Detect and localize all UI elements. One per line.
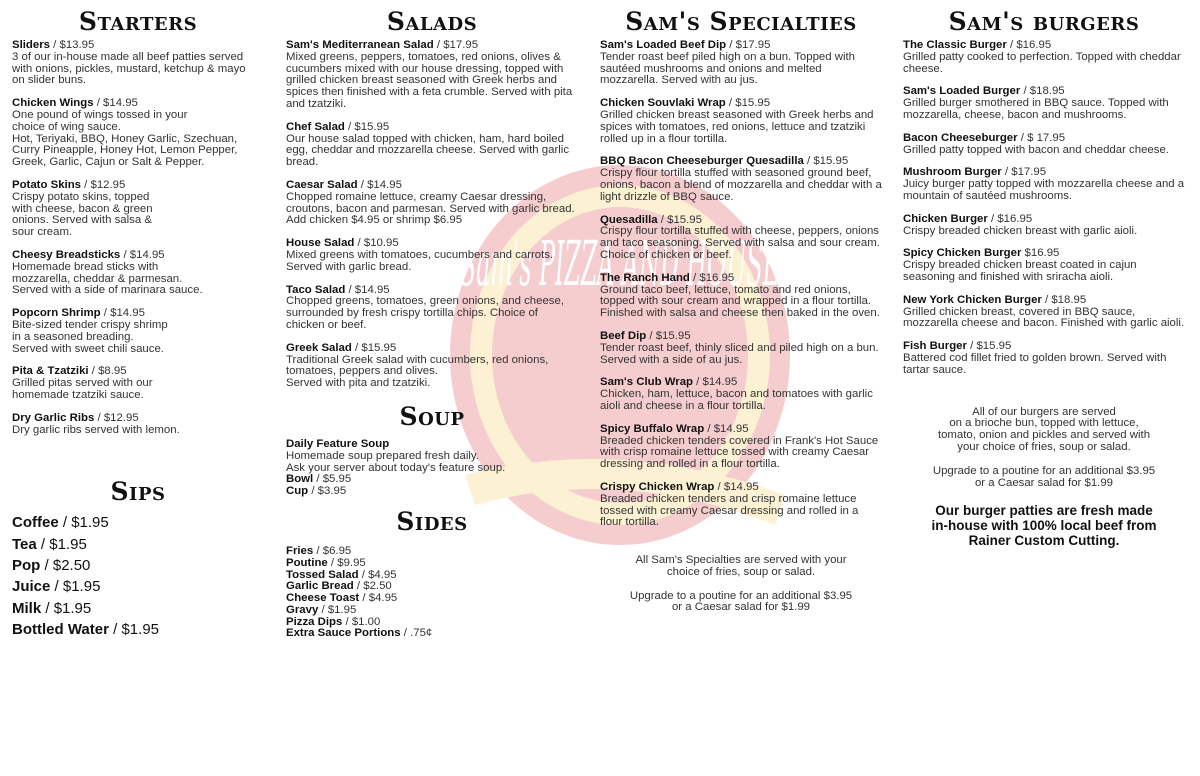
menu-item-name: Chicken Souvlaki Wrap bbox=[600, 97, 726, 110]
menu-item-name: Taco Salad bbox=[286, 283, 346, 296]
starters-list bbox=[12, 40, 264, 436]
menu-item bbox=[600, 40, 882, 87]
menu-item-name: Cheesy Breadsticks bbox=[12, 248, 121, 261]
menu-item-separator: / bbox=[120, 248, 130, 261]
menu-item bbox=[600, 156, 882, 203]
menu-item bbox=[286, 180, 578, 227]
menu-item-desc: Tender roast beef, thinly sliced and piled high on a bun. Served with a side of au jus. bbox=[600, 341, 879, 366]
menu-item bbox=[12, 598, 264, 619]
menu-item-separator: / bbox=[726, 39, 736, 51]
menu-item bbox=[12, 98, 264, 169]
sips-list bbox=[12, 512, 264, 640]
menu-item-name: Caesar Salad bbox=[286, 178, 358, 191]
menu-item-separator: / bbox=[1041, 293, 1052, 306]
menu-item-price: $17.95 bbox=[1011, 166, 1047, 179]
salads-list bbox=[286, 40, 578, 390]
menu-item bbox=[903, 40, 1185, 75]
specialties-note-2: Upgrade to a poutine for an additional $3.95 or a Caesar salad for $1.99 bbox=[629, 589, 853, 614]
menu-item-separator: / bbox=[36, 535, 50, 553]
menu-item-price: $14.95 bbox=[129, 248, 165, 261]
sides-heading: Sides bbox=[396, 506, 468, 536]
menu-item-name: Tossed Salad bbox=[286, 568, 359, 581]
sides-list bbox=[286, 546, 578, 640]
menu-item bbox=[600, 377, 882, 412]
menu-item-header bbox=[903, 214, 1185, 226]
menu-item-name: Chef Salad bbox=[286, 120, 345, 133]
menu-item-separator: / bbox=[357, 178, 368, 191]
menu-item-header bbox=[12, 180, 264, 192]
menu-item-name: Fries bbox=[286, 544, 314, 557]
menu-item-name: Poutine bbox=[286, 556, 328, 569]
menu-item-name: BBQ Bacon Cheeseburger Quesadilla bbox=[600, 155, 804, 168]
burgers-note-3: Our burger patties are fresh made in-house with 100% local beef from Rainer Custom Cutting. bbox=[931, 503, 1157, 549]
menu-item-price: $15.95 bbox=[976, 340, 1012, 353]
menu-item-separator: / bbox=[1001, 166, 1012, 179]
menu-item-desc: Mixed greens with tomatoes, cucumbers and carrots. Served with garlic bread. bbox=[286, 248, 554, 273]
menu-item bbox=[903, 248, 1185, 283]
menu-item-desc: Ground taco beef, lettuce, tomato and red onions, topped with sour cream and wrapped in a flour tortilla. Finished with salsa and cheese then baked in the oven. bbox=[600, 283, 880, 320]
menu-item-header bbox=[600, 331, 882, 343]
menu-item-desc: Crispy breaded chicken breast coated in cajun seasoning and finished with sriracha aioli. bbox=[903, 259, 1137, 283]
menu-item-desc: Crispy flour tortilla stuffed with seasoned ground beef, onions, bacon a blend of mozzarella and cheddar with a light drizzle of BBQ sauce. bbox=[600, 167, 882, 203]
menu-item-separator: / bbox=[327, 556, 338, 569]
menu-item bbox=[903, 133, 1185, 157]
menu-item-desc: Dry garlic ribs served with lemon. bbox=[12, 423, 180, 436]
menu-item-price: $17.95 bbox=[735, 39, 771, 51]
menu-item-desc: 3 of our in-house made all beef patties served with onions, pickles, mustard, ketchup & mayo on slider buns. bbox=[12, 50, 246, 87]
menu-item-separator: / bbox=[353, 580, 364, 593]
menu-item-name: Sam's Loaded Burger bbox=[903, 85, 1021, 98]
soup-section bbox=[286, 439, 578, 498]
menu-item bbox=[286, 343, 578, 390]
menu-item-name: Garlic Bread bbox=[286, 580, 354, 593]
menu-item-price: $14.95 bbox=[354, 283, 390, 296]
menu-item-price: $14.95 bbox=[367, 178, 402, 191]
menu-item-separator: / bbox=[1020, 85, 1030, 98]
menu-item-name: Mushroom Burger bbox=[903, 166, 1002, 179]
menu-item-desc: Grilled chicken breast, covered in BBQ sauce, mozzarella cheese and bacon. Finished with garlic aioli. bbox=[903, 305, 1185, 330]
menu-item-desc: Homemade bread sticks with mozzarella, cheddar & parmesan. Served with a side of marinara sauce. bbox=[12, 260, 203, 297]
menu-item bbox=[903, 341, 1185, 376]
menu-item-separator: / bbox=[58, 514, 72, 532]
menu-item-name: Chicken Wings bbox=[12, 97, 94, 110]
menu-item-price: $14.95 bbox=[723, 480, 759, 493]
menu-item-desc: One pound of wings tossed in your choice of wing sauce. Hot, Teriyaki, BBQ, Honey Garlic, Szechuan, Curry Pineapple, Honey Hot, Lemon Pepper, Greek, Garlic, Cajun or Salt & Pepper. bbox=[12, 108, 238, 169]
menu-item-price: $4.95 bbox=[368, 568, 397, 581]
menu-item bbox=[286, 122, 578, 169]
menu-item-name: Sam's Club Wrap bbox=[600, 376, 694, 389]
menu-item-price: $2.50 bbox=[52, 556, 91, 574]
menu-item-price: $16.95 bbox=[1016, 39, 1052, 51]
menu-item-price: $1.95 bbox=[121, 620, 160, 638]
menu-item-separator: / bbox=[400, 627, 411, 640]
menu-item-price: $17.95 bbox=[443, 39, 479, 51]
menu-item-desc: Grilled patty topped with bacon and cheddar cheese. bbox=[903, 143, 1169, 156]
menu-item bbox=[600, 215, 882, 262]
menu-item-price: $16.95 bbox=[1024, 247, 1060, 260]
menu-item-desc: Bite-sized tender crispy shrimp in a seasoned breading. Served with sweet chili sauce. bbox=[12, 318, 168, 355]
menu-item bbox=[12, 40, 264, 87]
menu-item bbox=[12, 250, 264, 297]
menu-item-name: Popcorn Shrimp bbox=[12, 307, 101, 320]
menu-item-separator: / bbox=[657, 213, 668, 226]
menu-item-desc: Grilled chicken breast seasoned with Greek herbs and spices with tomatoes, red onions, lettuce and tzatziki rolled up in a flour tortilla. bbox=[600, 108, 874, 145]
soup-heading: Soup bbox=[399, 401, 465, 431]
menu-item-price: $16.95 bbox=[699, 271, 735, 284]
menu-item bbox=[12, 308, 264, 355]
menu-item-separator: / bbox=[704, 422, 714, 435]
menu-item-price: $14.95 bbox=[103, 97, 138, 110]
menu-item-separator: / bbox=[433, 39, 444, 51]
menu-item bbox=[12, 366, 264, 401]
menu-item-desc: Battered cod fillet fried to golden brown. Served with tartar sauce. bbox=[903, 351, 1167, 376]
menu-item-name: Bacon Cheeseburger bbox=[903, 131, 1018, 144]
menu-item-separator: / bbox=[646, 329, 656, 342]
menu-item-separator: / bbox=[342, 615, 352, 628]
menu-item-price: $1.95 bbox=[49, 535, 87, 553]
menu-item bbox=[12, 576, 264, 597]
menu-item-separator: / bbox=[345, 283, 355, 296]
menu-item-desc: Crispy breaded chicken breast with garlic aioli. bbox=[903, 224, 1138, 237]
menu-item bbox=[600, 273, 882, 320]
menu-item bbox=[600, 98, 882, 145]
menu-item-desc: Traditional Greek salad with cucumbers, red onions, tomatoes, peppers and olives. Served with pita and tzatziki. bbox=[286, 353, 549, 390]
menu-item-separator: / bbox=[93, 97, 104, 110]
menu-item-price: $1.00 bbox=[351, 615, 381, 628]
menu-item-desc: Breaded chicken tenders and crisp romaine lettuce tossed with creamy Caesar dressing and rolled in a flour tortilla. bbox=[600, 492, 859, 529]
menu-item-name: Spicy Chicken Burger bbox=[903, 247, 1022, 260]
burgers-list bbox=[903, 40, 1185, 377]
menu-item-desc: Crispy flour tortilla stuffed with cheese, peppers, onions and taco seasoning. Served with salsa and sour cream. Choice of chicken or beef. bbox=[600, 225, 880, 261]
menu-item bbox=[903, 86, 1185, 121]
menu-item-separator: / bbox=[725, 97, 736, 110]
menu-item-header bbox=[600, 482, 882, 494]
menu-item-name: Tea bbox=[12, 535, 37, 553]
menu-item bbox=[12, 180, 264, 239]
menu-item-name: Bowl bbox=[286, 473, 314, 486]
menu-item-separator: / bbox=[88, 365, 99, 378]
column-3 bbox=[600, 8, 882, 614]
menu-item-separator: / bbox=[41, 599, 54, 617]
specialties-list bbox=[600, 40, 882, 529]
soup-ask: Ask your server about today's feature soup. bbox=[286, 461, 506, 474]
menu-item-price: $10.95 bbox=[363, 237, 399, 250]
menu-item-desc: Grilled pitas served with our homemade tzatziki sauce. bbox=[12, 377, 153, 401]
menu-item-separator: / bbox=[94, 411, 104, 424]
menu-item bbox=[12, 534, 264, 555]
menu-item-separator: / bbox=[966, 340, 977, 353]
soup-feature-name: Daily Feature Soup bbox=[286, 437, 390, 450]
menu-item-name: New York Chicken Burger bbox=[903, 293, 1042, 306]
menu-item-separator: / bbox=[313, 544, 323, 557]
specialties-note-1: All Sam's Specialties are served with your choice of fries, soup or salad. bbox=[635, 554, 847, 578]
menu-item-separator: / bbox=[40, 556, 53, 574]
menu-item-name: Chicken Burger bbox=[903, 212, 988, 225]
menu-item-name: Pita & Tzatziki bbox=[12, 365, 89, 378]
menu-item-price: $4.95 bbox=[368, 592, 398, 605]
menu-item-separator: / bbox=[354, 237, 364, 250]
menu-item-name: Spicy Buffalo Wrap bbox=[600, 422, 705, 435]
menu-item bbox=[12, 512, 264, 533]
column-1 bbox=[12, 8, 264, 640]
menu-item-separator: / bbox=[1006, 39, 1017, 51]
menu-item-name: Gravy bbox=[286, 603, 319, 616]
menu-item-name: The Classic Burger bbox=[903, 39, 1007, 51]
menu-item-price: $1.95 bbox=[71, 514, 109, 532]
menu-item-price: $15.95 bbox=[655, 329, 691, 342]
menu-item bbox=[286, 285, 578, 332]
menu-item-desc: Tender roast beef piled high on a bun. Topped with sautéed mushrooms and onions and melted mozzarella. Served with au jus. bbox=[600, 50, 855, 87]
menu-item-desc: Crispy potato skins, topped with cheese, bacon & green onions. Served with salsa & sour cream. bbox=[12, 190, 153, 239]
menu-item-price: $12.95 bbox=[90, 178, 126, 191]
menu-item-desc: Juicy burger patty topped with mozzarella cheese and a mountain of sautéed mushrooms. bbox=[903, 178, 1185, 202]
menu-item-price: $9.95 bbox=[337, 556, 366, 569]
menu-item-header bbox=[286, 122, 578, 134]
menu-item-name: Fish Burger bbox=[903, 340, 967, 353]
menu-item-desc: Grilled patty cooked to perfection. Topped with cheddar cheese. bbox=[903, 50, 1181, 75]
menu-item-price: $15.95 bbox=[361, 341, 397, 354]
burgers-note-1: All of our burgers are served on a brioche bun, topped with lettuce, tomato, onion and pickles and served with your choice of fries, soup or salad. bbox=[937, 405, 1151, 453]
menu-item-price: $18.95 bbox=[1051, 293, 1087, 306]
menu-item-price: $15.95 bbox=[813, 155, 849, 168]
menu-item-separator: / bbox=[693, 376, 703, 389]
burgers-note-2: Upgrade to a poutine for an additional $3.95 or a Caesar salad for $1.99 bbox=[932, 464, 1156, 489]
menu-item-name: Cheese Toast bbox=[286, 592, 360, 605]
menu-item-separator: / bbox=[359, 592, 369, 605]
menu-item-price: $6.95 bbox=[322, 544, 352, 557]
menu-item-separator: / bbox=[714, 480, 724, 493]
menu-item-name: The Ranch Hand bbox=[600, 271, 690, 284]
menu-item-name: Juice bbox=[12, 578, 51, 596]
menu-item-desc: Chopped greens, tomatoes, green onions, and cheese, surrounded by fresh crispy tortilla chips. Choice of chicken or beef. bbox=[286, 295, 564, 331]
menu-item-separator: / bbox=[308, 485, 318, 498]
menu-item bbox=[903, 214, 1185, 238]
starters-heading: Starters bbox=[78, 7, 198, 36]
menu-item bbox=[286, 238, 578, 273]
menu-item-separator: / bbox=[803, 155, 814, 168]
menu-item bbox=[286, 40, 578, 111]
menu-item-price: $8.95 bbox=[98, 365, 127, 378]
menu-item bbox=[903, 167, 1185, 202]
menu-item-desc: Mixed greens, peppers, tomatoes, red onions, olives & cucumbers mixed with our house dressing, topped with grilled chicken breast seasoned with Greek herbs and spices then finished with a feta crumble. Served with pita and tzatziki. bbox=[286, 50, 573, 110]
menu-item bbox=[12, 619, 264, 640]
menu-item-name: Coffee bbox=[12, 514, 59, 532]
menu-item-price: $2.50 bbox=[363, 580, 392, 593]
menu-item-price: $ 17.95 bbox=[1027, 131, 1066, 144]
menu-item bbox=[12, 555, 264, 576]
menu-item-name: Bottled Water bbox=[12, 620, 109, 638]
menu-item-name: Pop bbox=[12, 556, 41, 574]
menu-item-separator: / bbox=[81, 178, 91, 191]
menu-item-name: Sam's Mediterranean Salad bbox=[286, 39, 434, 51]
soup-desc: Homemade soup prepared fresh daily. bbox=[286, 449, 479, 462]
menu-item-header bbox=[286, 180, 578, 192]
menu-item-name: Milk bbox=[12, 599, 42, 617]
menu-item bbox=[12, 413, 264, 437]
menu-item-separator: / bbox=[50, 578, 63, 596]
menu-item-separator: / bbox=[344, 120, 355, 133]
menu-item-price: .75¢ bbox=[410, 627, 433, 640]
menu-item-price: $1.95 bbox=[62, 578, 101, 596]
menu-item-separator: / bbox=[358, 568, 369, 581]
menu-item-price: $1.95 bbox=[53, 599, 92, 617]
sips-heading: Sips bbox=[110, 477, 166, 507]
column-4 bbox=[903, 8, 1185, 548]
menu-item-separator: / bbox=[100, 307, 111, 320]
menu-item-name: House Salad bbox=[286, 237, 355, 250]
menu-item-separator: / bbox=[318, 603, 328, 616]
salads-heading: Salads bbox=[386, 7, 478, 36]
menu-item-separator: / bbox=[313, 473, 323, 486]
menu-item-separator: / bbox=[351, 341, 362, 354]
menu-item-header bbox=[12, 413, 264, 425]
menu-item-name: Cup bbox=[286, 485, 309, 498]
menu-item-price: $15.95 bbox=[354, 120, 390, 133]
column-2 bbox=[286, 8, 578, 640]
menu-item-price: $14.95 bbox=[110, 307, 145, 320]
menu-item-price: $18.95 bbox=[1029, 85, 1065, 98]
menu-item-name: Sam's Loaded Beef Dip bbox=[600, 39, 727, 51]
menu-item-header bbox=[903, 133, 1185, 145]
menu-item-desc: Chopped romaine lettuce, creamy Caesar dressing, croutons, bacon and parmesan. Served with garlic bread. Add chicken $4.95 or shrimp $6.95 bbox=[286, 190, 575, 227]
menu-item-separator: / bbox=[987, 212, 998, 225]
menu-item-header bbox=[600, 424, 882, 436]
menu-item-name: Dry Garlic Ribs bbox=[12, 411, 95, 424]
menu-item-name: Extra Sauce Portions bbox=[286, 627, 401, 640]
menu-item-name: Potato Skins bbox=[12, 178, 81, 191]
menu-item bbox=[903, 295, 1185, 330]
menu-item-header bbox=[903, 295, 1185, 307]
menu-item-separator: / bbox=[50, 39, 60, 51]
menu-item-name: Greek Salad bbox=[286, 341, 352, 354]
menu-item-header bbox=[600, 273, 882, 285]
menu-item-price: $15.95 bbox=[667, 213, 702, 226]
menu-item-desc: Grilled burger smothered in BBQ sauce. Topped with mozzarella, cheese, bacon and mushrooms. bbox=[903, 97, 1169, 121]
soup-sizes bbox=[286, 474, 578, 498]
menu-item-price: $13.95 bbox=[59, 39, 95, 51]
menu-item-name: Beef Dip bbox=[600, 329, 647, 342]
menu-item-separator: / bbox=[1017, 131, 1028, 144]
menu-item-desc: Chicken, ham, lettuce, bacon and tomatoes with garlic aioli and cheese in a flour tortilla. bbox=[600, 388, 873, 412]
menu-item-price: $3.95 bbox=[317, 485, 347, 498]
menu-item-separator: / bbox=[108, 620, 122, 638]
menu-item bbox=[600, 331, 882, 366]
menu-item-name: Sliders bbox=[12, 39, 50, 51]
menu-item-name: Crispy Chicken Wrap bbox=[600, 480, 715, 493]
menu-item-desc: Breaded chicken tenders covered in Frank's Hot Sauce with crisp romaine lettuce tossed with creamy Caesar dressing and rolled in a flour tortilla. bbox=[600, 434, 879, 471]
menu-item-header bbox=[286, 343, 578, 355]
menu-item-price: $14.95 bbox=[702, 376, 738, 389]
menu-item-name: Pizza Dips bbox=[286, 615, 343, 628]
menu-item bbox=[286, 628, 578, 640]
burgers-heading: Sam's burgers bbox=[948, 7, 1140, 36]
menu-item-header bbox=[12, 250, 264, 262]
menu-item-desc: Our house salad topped with chicken, ham, hard boiled egg, cheddar and mozzarella cheese. Served with garlic bread. bbox=[286, 132, 570, 169]
menu-item bbox=[600, 482, 882, 529]
menu-item-price: $5.95 bbox=[322, 473, 352, 486]
specialties-heading: Sam's Specialties bbox=[625, 7, 857, 36]
menu-item-price: $15.95 bbox=[735, 97, 771, 110]
menu-item-price: $16.95 bbox=[997, 212, 1033, 225]
menu-item-name: Quesadilla bbox=[600, 213, 658, 226]
menu-item-separator: / bbox=[689, 271, 700, 284]
menu-item-price: $14.95 bbox=[713, 422, 749, 435]
menu-item-price: $1.95 bbox=[327, 603, 357, 616]
menu-item-price: $12.95 bbox=[103, 411, 139, 424]
menu-item bbox=[286, 486, 578, 498]
logo-text: Sam's PIZZA AND HOUSE bbox=[460, 227, 780, 300]
menu-item bbox=[600, 424, 882, 471]
